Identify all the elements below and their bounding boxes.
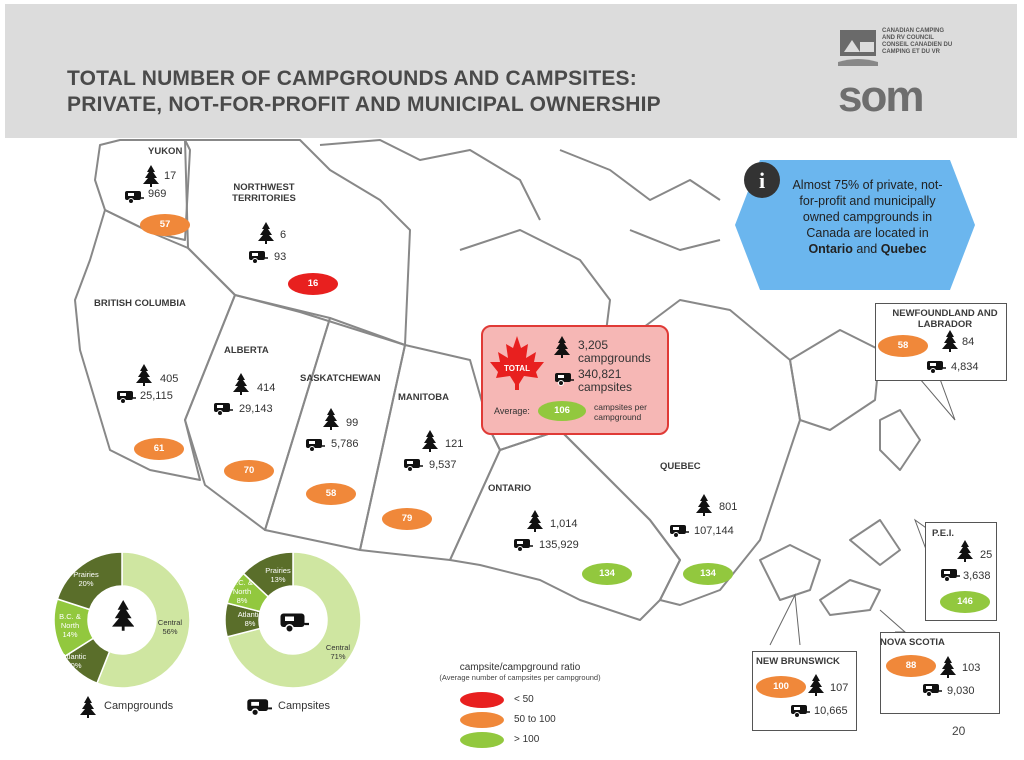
legend-label: > 100 [514, 734, 540, 745]
province-label: SASKATCHEWAN [300, 373, 381, 384]
legend-label: 50 to 100 [514, 714, 556, 725]
campsites-value: 25,115 [140, 390, 173, 402]
campsites-value: 9,030 [947, 685, 975, 697]
ratio-badge: 57 [140, 214, 190, 236]
campgrounds-value: 801 [719, 501, 738, 513]
campgrounds-value: 1,014 [550, 518, 578, 530]
total-campgrounds-value: 3,205 [578, 338, 609, 352]
manitoba-region [360, 345, 500, 560]
tree-icon [942, 330, 958, 352]
ratio-badge: 134 [582, 563, 632, 585]
rv-trailer-icon [124, 190, 144, 204]
ratio-badge: 70 [224, 460, 274, 482]
campsites-legend-label: Campsites [278, 700, 330, 712]
campsites-value: 29,143 [239, 403, 273, 415]
donut-slice-label: Prairies 13% [265, 566, 291, 584]
donut-slice-label: Prairies 20% [73, 570, 99, 588]
legend-swatch [460, 712, 504, 728]
average-badge: 106 [538, 401, 586, 421]
province-label: MANITOBA [398, 392, 450, 403]
campsites-value: 93 [274, 251, 287, 263]
province-label: ONTARIO [488, 483, 532, 494]
campsites-value: 4,834 [951, 361, 979, 373]
tree-icon [422, 430, 438, 452]
province-label: ALBERTA [224, 345, 269, 356]
tree-icon [258, 222, 274, 244]
legend-subtitle: (Average number of campsites per campground) [439, 673, 601, 682]
rv-trailer-icon [922, 683, 942, 697]
total-campgrounds-label: campgrounds [578, 351, 651, 365]
average-unit: campsites per campground [594, 402, 647, 422]
tree-icon [323, 408, 339, 430]
donut-slice-label: Central 71% [325, 643, 351, 661]
donut-slice-label: B.C. & North 14% [59, 612, 81, 639]
svg-text:TOTAL: TOTAL [504, 364, 530, 373]
svg-text:i: i [758, 168, 766, 193]
legend-swatch [460, 692, 504, 708]
campgrounds-value: 84 [962, 336, 975, 348]
campgrounds-value: 25 [980, 549, 993, 561]
ratio-badge: 58 [306, 483, 356, 505]
donut-slice-label: B.C. & North 8% [231, 578, 253, 605]
ratio-badge: 58 [878, 335, 928, 357]
rv-trailer-icon [248, 250, 268, 264]
province-label: BRITISH COLUMBIA [94, 298, 186, 309]
som-logo: som [838, 72, 923, 121]
rv-trailer-icon [669, 524, 689, 538]
rv-trailer-icon [213, 402, 233, 416]
campsites-value: 969 [148, 188, 167, 200]
legend-title: campsite/campground ratio [459, 662, 581, 673]
rv-trailer-icon [926, 360, 946, 374]
campgrounds-value: 121 [445, 438, 464, 450]
rv-trailer-icon [403, 458, 423, 472]
ratio-badge: 134 [683, 563, 733, 585]
campsites-value: 9,537 [429, 459, 457, 471]
ratio-badge: 100 [756, 676, 806, 698]
tree-icon [554, 336, 570, 358]
rv-trailer-icon [940, 568, 960, 582]
tree-icon [136, 364, 152, 386]
ratio-badge: 16 [288, 273, 338, 295]
rv-trailer-icon [116, 390, 136, 404]
donut-slice-label: Central 56% [157, 618, 183, 636]
ratio-badge: 61 [134, 438, 184, 460]
legend-label: < 50 [514, 694, 534, 705]
logo-text: CANADIAN CAMPING AND RV COUNCIL CONSEIL CANADIEN DU CAMPING ET DU VR [882, 28, 953, 55]
rv-trailer-icon [554, 372, 574, 386]
rv-trailer-icon [790, 704, 810, 718]
rv-trailer-icon [513, 538, 533, 552]
rv-trailer-icon [279, 612, 309, 633]
title-line-1: TOTAL NUMBER OF CAMPGROUNDS AND CAMPSITES: [67, 67, 637, 90]
tree-icon [233, 373, 249, 395]
ratio-badge: 88 [886, 655, 936, 677]
campgrounds-value: 17 [164, 170, 177, 182]
campgrounds-legend-label: Campgrounds [104, 700, 174, 712]
title-line-2: PRIVATE, NOT-FOR-PROFIT AND MUNICIPAL OWNERSHIP [67, 93, 661, 116]
labrador-region [790, 330, 880, 430]
campgrounds-value: 6 [280, 229, 287, 241]
province-label: YUKON [148, 146, 183, 157]
new-brunswick-region [760, 545, 820, 600]
province-label: NEW BRUNSWICK [756, 656, 840, 667]
tree-icon [143, 165, 159, 187]
campsites-value: 3,638 [963, 570, 991, 582]
tree-icon [940, 656, 956, 678]
campsites-value: 135,929 [539, 539, 579, 551]
campsites-value: 5,786 [331, 438, 359, 450]
info-text: Almost 75% of private, not-for-profit and municipally owned campgrounds in Canada are located in Ontario and Quebec [792, 178, 943, 256]
page-number: 20 [952, 724, 966, 738]
ratio-badge: 146 [940, 591, 990, 613]
nova-scotia-region [820, 580, 880, 615]
maple-leaf-icon [488, 334, 546, 392]
province-label: QUEBEC [660, 461, 701, 472]
average-label: Average: [494, 406, 530, 416]
province-label: NEWFOUNDLAND AND LABRADOR [892, 308, 998, 330]
tree-icon [112, 600, 134, 631]
ratio-badge: 79 [382, 508, 432, 530]
donut-slice-label: Atlantic 8% [237, 610, 263, 628]
rv-trailer-icon [246, 698, 272, 716]
legend-swatch [460, 732, 504, 748]
campsites-value: 107,144 [694, 525, 734, 537]
province-label: NOVA SCOTIA [880, 637, 945, 648]
campgrounds-value: 103 [962, 662, 981, 674]
campgrounds-value: 405 [160, 373, 179, 385]
campgrounds-value: 414 [257, 382, 276, 394]
donut-slice-label: Atlantic 10% [61, 652, 87, 670]
nwt-region [185, 140, 410, 345]
tree-icon [80, 696, 96, 718]
campgrounds-value: 99 [346, 417, 359, 429]
campsites-value: 10,665 [814, 705, 848, 717]
campgrounds-value: 107 [830, 682, 849, 694]
province-label: P.E.I. [932, 528, 955, 539]
province-label: NORTHWEST TERRITORIES [232, 182, 296, 204]
rv-trailer-icon [305, 438, 325, 452]
tree-icon [957, 540, 973, 562]
tree-icon [527, 510, 543, 532]
total-campsites-value: 340,821 [578, 367, 622, 381]
tree-icon [808, 674, 824, 696]
tree-icon [696, 494, 712, 516]
total-campsites-label: campsites [578, 380, 633, 394]
newfoundland-region [880, 410, 920, 470]
